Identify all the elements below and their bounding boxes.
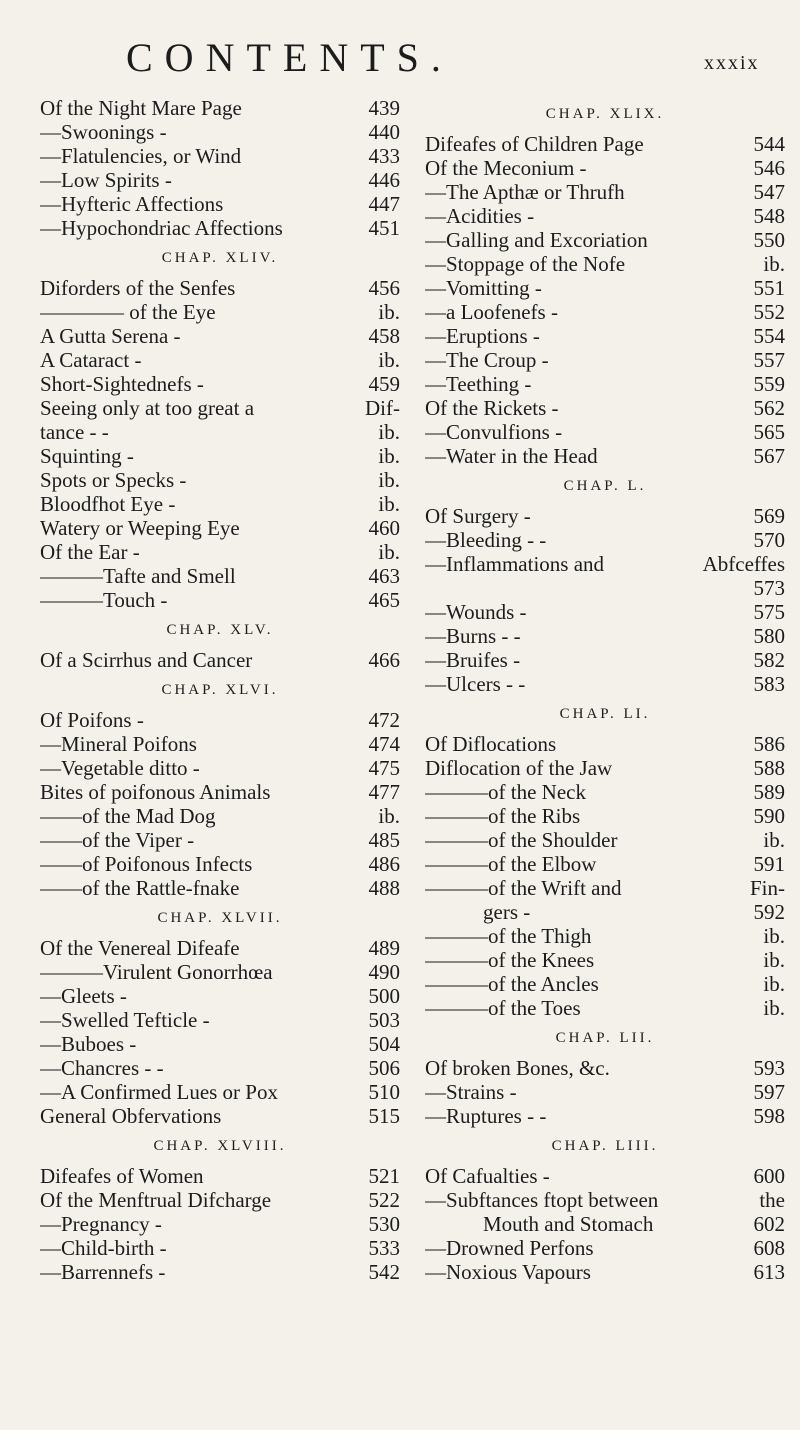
entry-title: A Cataract - — [40, 348, 142, 372]
entry-page: Abfceffes — [702, 552, 785, 576]
entry-title: ———of the Elbow — [425, 852, 597, 876]
entry-page: 521 — [368, 1164, 400, 1188]
entry-title: —Inflammations and — [425, 552, 605, 576]
contents-entry — [40, 936, 400, 960]
entry-title: Seeing only at too great a — [40, 396, 255, 420]
contents-entry — [425, 348, 785, 372]
entry-page: ib. — [763, 948, 785, 972]
entry-page: 613 — [753, 1260, 785, 1284]
entry-page: 550 — [753, 228, 785, 252]
entry-page: 551 — [753, 276, 785, 300]
entry-page: 451 — [368, 216, 400, 240]
entry-title: Of the Venereal Difeafe — [40, 936, 240, 960]
contents-entry — [425, 900, 785, 924]
entry-page: 510 — [368, 1080, 400, 1104]
contents-entry — [40, 1164, 400, 1188]
contents-entry — [425, 444, 785, 468]
entry-title: —Galling and Excoriation — [425, 228, 648, 252]
entry-title: Of the Menftrual Difcharge — [40, 1188, 272, 1212]
page-header — [0, 35, 800, 80]
entry-page: 530 — [368, 1212, 400, 1236]
contents-entry — [425, 828, 785, 852]
chapter-heading: CHAP. LII. — [555, 1030, 655, 1046]
entry-page: 500 — [368, 984, 400, 1008]
contents-entry — [40, 648, 400, 672]
entry-page: 446 — [368, 168, 400, 192]
chapter-heading: CHAP. XLVIII. — [153, 1138, 287, 1154]
entry-page: 570 — [753, 528, 785, 552]
contents-entry — [40, 324, 400, 348]
contents-entry — [40, 1236, 400, 1260]
contents-entry — [425, 672, 785, 696]
entry-title: —a Loofenefs - — [425, 300, 558, 324]
entry-page: 575 — [753, 600, 785, 624]
entry-title: —Bruifes - — [425, 648, 521, 672]
entry-title: Bloodfhot Eye - — [40, 492, 176, 516]
contents-entry — [40, 828, 400, 852]
entry-page: 456 — [368, 276, 400, 300]
contents-entry — [40, 300, 400, 324]
entry-page: 465 — [368, 588, 400, 612]
contents-entry — [425, 924, 785, 948]
entry-title: Short-Sightednefs - — [40, 372, 204, 396]
entry-title: —Acidities - — [425, 204, 535, 228]
contents-entry — [425, 996, 785, 1020]
entry-title: Diforders of the Senfes — [40, 276, 236, 300]
entry-title: —Pregnancy - — [40, 1212, 162, 1236]
contents-entry — [40, 216, 400, 240]
contents-entry — [425, 876, 785, 900]
entry-title: —Hypochondriac Affections — [40, 216, 283, 240]
entry-page: 600 — [753, 1164, 785, 1188]
entry-title: Of Cafualties - — [425, 1164, 550, 1188]
chapter-heading: CHAP. XLV. — [166, 622, 274, 638]
entry-title: ——of the Mad Dog — [40, 804, 216, 828]
chapter-heading: CHAP. XLVI. — [161, 682, 279, 698]
entry-title: —Teething - — [425, 372, 532, 396]
chapter-heading: CHAP. XLIX. — [545, 106, 665, 122]
entry-title: Of Surgery - — [425, 504, 531, 528]
contents-entry — [425, 1236, 785, 1260]
entry-title: —Wounds - — [425, 600, 527, 624]
contents-entry — [425, 228, 785, 252]
entry-title: —Eruptions - — [425, 324, 540, 348]
contents-entry — [425, 252, 785, 276]
contents-entry — [425, 1056, 785, 1080]
contents-entry — [425, 1104, 785, 1128]
contents-entry — [40, 984, 400, 1008]
running-title: CONTENTS. — [126, 35, 453, 80]
entry-page: 589 — [753, 780, 785, 804]
entry-title: Of the Ear - — [40, 540, 140, 564]
contents-entry — [40, 192, 400, 216]
contents-entry — [40, 1260, 400, 1284]
entry-title: Of the Night Mare Page — [40, 96, 242, 120]
contents-entry — [40, 1104, 400, 1128]
entry-page: 569 — [753, 504, 785, 528]
contents-entry — [425, 1212, 785, 1236]
entry-page: 533 — [368, 1236, 400, 1260]
contents-entry — [40, 732, 400, 756]
entry-title: —Stoppage of the Nofe — [425, 252, 626, 276]
entry-title: ———of the Wrift and — [425, 876, 622, 900]
contents-entry — [40, 348, 400, 372]
contents-entry — [425, 204, 785, 228]
entry-page: 592 — [753, 900, 785, 924]
entry-page: ib. — [378, 804, 400, 828]
entry-page: 490 — [368, 960, 400, 984]
entry-page: 588 — [753, 756, 785, 780]
entry-page: 522 — [368, 1188, 400, 1212]
entry-title: —Ruptures - - — [425, 1104, 547, 1128]
entry-title: Mouth and Stomach — [483, 1212, 654, 1236]
entry-page: 433 — [368, 144, 400, 168]
contents-entry — [425, 948, 785, 972]
entry-page: 488 — [368, 876, 400, 900]
contents-entry — [425, 276, 785, 300]
entry-page: ib. — [378, 540, 400, 564]
contents-entry — [425, 132, 785, 156]
entry-page: 567 — [753, 444, 785, 468]
contents-entry — [40, 780, 400, 804]
contents-right-column — [425, 96, 785, 1284]
entry-title: Of the Meconium - — [425, 156, 587, 180]
entry-page: 439 — [368, 96, 400, 120]
entry-page: 463 — [368, 564, 400, 588]
entry-page: ib. — [378, 468, 400, 492]
entry-title: tance - - — [40, 420, 109, 444]
entry-title: —Water in the Head — [425, 444, 598, 468]
contents-entry — [40, 1008, 400, 1032]
entry-title: —Swoonings - — [40, 120, 167, 144]
entry-page: 552 — [753, 300, 785, 324]
entry-page: 547 — [753, 180, 785, 204]
entry-title: General Obfervations — [40, 1104, 222, 1128]
entry-page: 546 — [753, 156, 785, 180]
entry-page: 562 — [753, 396, 785, 420]
entry-page: 548 — [753, 204, 785, 228]
contents-entry — [40, 1080, 400, 1104]
entry-title: —Subftances ftopt between — [425, 1188, 659, 1212]
contents-entry — [40, 444, 400, 468]
entry-title: A Gutta Serena - — [40, 324, 181, 348]
contents-entry — [425, 600, 785, 624]
entry-title: Spots or Specks - — [40, 468, 187, 492]
contents-entry — [40, 96, 400, 120]
entry-page: 542 — [368, 1260, 400, 1284]
entry-title: Difeafes of Women — [40, 1164, 204, 1188]
entry-title: —The Croup - — [425, 348, 549, 372]
entry-title: —Barrennefs - — [40, 1260, 166, 1284]
entry-title: —Strains - — [425, 1080, 517, 1104]
entry-title: ———of the Shoulder — [425, 828, 618, 852]
contents-left-column — [40, 96, 400, 1284]
entry-page: 580 — [753, 624, 785, 648]
entry-title: —Vomitting - — [425, 276, 542, 300]
contents-entry — [425, 504, 785, 528]
contents-entry — [425, 852, 785, 876]
entry-page: 554 — [753, 324, 785, 348]
entry-page: 486 — [368, 852, 400, 876]
contents-entry — [40, 1032, 400, 1056]
chapter-heading: CHAP. LIII. — [551, 1138, 659, 1154]
entry-page: 559 — [753, 372, 785, 396]
entry-title: Difeafes of Children Page — [425, 132, 644, 156]
entry-title: ——of the Rattle-fnake — [40, 876, 240, 900]
entry-title: Of Poifons - — [40, 708, 144, 732]
entry-title: —Chancres - - — [40, 1056, 164, 1080]
contents-entry — [40, 1212, 400, 1236]
entry-page: 544 — [753, 132, 785, 156]
contents-entry — [425, 780, 785, 804]
contents-entry — [425, 1164, 785, 1188]
contents-entry — [40, 1188, 400, 1212]
contents-entry — [425, 972, 785, 996]
entry-page: ib. — [763, 924, 785, 948]
entry-title: —Swelled Tefticle - — [40, 1008, 210, 1032]
entry-page: ib. — [763, 252, 785, 276]
entry-page: ib. — [378, 444, 400, 468]
entry-title: Of Diflocations — [425, 732, 557, 756]
entry-title: ———of the Neck — [425, 780, 586, 804]
entry-page: Fin- — [749, 876, 785, 900]
contents-entry — [40, 804, 400, 828]
entry-page: 608 — [753, 1236, 785, 1260]
contents-entry — [425, 300, 785, 324]
entry-page: 440 — [368, 120, 400, 144]
entry-title: —Hyfteric Affections — [40, 192, 224, 216]
entry-page: ib. — [378, 300, 400, 324]
entry-title: —Ulcers - - — [425, 672, 526, 696]
entry-page: ib. — [763, 972, 785, 996]
entry-page: ib. — [378, 348, 400, 372]
contents-entry — [425, 396, 785, 420]
contents-entry — [425, 756, 785, 780]
entry-page: 565 — [753, 420, 785, 444]
entry-title: —Child-birth - — [40, 1236, 167, 1260]
entry-page: 503 — [368, 1008, 400, 1032]
entry-title: —Drowned Perfons — [425, 1236, 594, 1260]
entry-page: 602 — [753, 1212, 785, 1236]
entry-title: Squinting - — [40, 444, 134, 468]
entry-page: 573 — [753, 576, 785, 600]
contents-entry — [425, 420, 785, 444]
chapter-heading: CHAP. L. — [563, 478, 647, 494]
entry-page: ib. — [378, 420, 400, 444]
entry-page: 515 — [368, 1104, 400, 1128]
entry-title: Watery or Weeping Eye — [40, 516, 240, 540]
contents-entry — [40, 516, 400, 540]
entry-title: —A Confirmed Lues or Pox — [40, 1080, 278, 1104]
contents-entry — [40, 588, 400, 612]
page-number: xxxix — [704, 52, 760, 74]
chapter-heading: CHAP. LI. — [559, 706, 651, 722]
contents-entry — [425, 1260, 785, 1284]
entry-page: Dif- — [365, 396, 400, 420]
contents-entry — [425, 648, 785, 672]
contents-entry — [40, 756, 400, 780]
contents-entry — [40, 144, 400, 168]
contents-entry — [425, 156, 785, 180]
entry-page: 598 — [753, 1104, 785, 1128]
entry-page: 472 — [368, 708, 400, 732]
entry-title: —Vegetable ditto - — [40, 756, 200, 780]
entry-title: ———of the Knees — [425, 948, 595, 972]
entry-title: —Mineral Poifons — [40, 732, 197, 756]
contents-entry — [425, 324, 785, 348]
contents-entry — [425, 528, 785, 552]
contents-entry — [40, 960, 400, 984]
entry-page: 506 — [368, 1056, 400, 1080]
entry-page: 477 — [368, 780, 400, 804]
entry-title: —Low Spirits - — [40, 168, 172, 192]
entry-page: 489 — [368, 936, 400, 960]
entry-page: 590 — [753, 804, 785, 828]
contents-entry — [40, 492, 400, 516]
entry-title: Of a Scirrhus and Cancer — [40, 648, 253, 672]
entry-title: ———of the Toes — [425, 996, 581, 1020]
contents-entry — [425, 372, 785, 396]
contents-entry — [40, 276, 400, 300]
entry-page: ib. — [378, 492, 400, 516]
contents-entry — [40, 120, 400, 144]
entry-page: 459 — [368, 372, 400, 396]
entry-title: ———of the Ancles — [425, 972, 599, 996]
entry-page: 458 — [368, 324, 400, 348]
entry-page: 485 — [368, 828, 400, 852]
entry-page: 460 — [368, 516, 400, 540]
entry-page: 466 — [368, 648, 400, 672]
contents-entry — [40, 396, 400, 420]
contents-entry — [40, 468, 400, 492]
contents-entry — [40, 876, 400, 900]
entry-title: Diflocation of the Jaw — [425, 756, 613, 780]
entry-title: —Buboes - — [40, 1032, 137, 1056]
contents-entry — [425, 732, 785, 756]
entry-title: —Gleets - — [40, 984, 127, 1008]
entry-page: 593 — [753, 1056, 785, 1080]
entry-title: —Burns - - — [425, 624, 521, 648]
contents-entry — [40, 420, 400, 444]
entry-page: ib. — [763, 828, 785, 852]
entry-page: 586 — [753, 732, 785, 756]
chapter-heading: CHAP. XLIV. — [161, 250, 279, 266]
entry-title: —The Apthæ or Thrufh — [425, 180, 625, 204]
entry-title: Bites of poifonous Animals — [40, 780, 271, 804]
entry-title: —Noxious Vapours — [425, 1260, 591, 1284]
contents-entry — [40, 852, 400, 876]
contents-entry — [425, 1188, 785, 1212]
entry-page: 597 — [753, 1080, 785, 1104]
entry-title: ———— of the Eye — [40, 300, 216, 324]
entry-title: ——of the Viper - — [40, 828, 195, 852]
entry-title: —Convulfions - — [425, 420, 563, 444]
entry-page: the — [759, 1188, 785, 1212]
contents-entry — [40, 372, 400, 396]
entry-title: Of the Rickets - — [425, 396, 559, 420]
entry-page: ib. — [763, 996, 785, 1020]
entry-title: ———Tafte and Smell — [40, 564, 236, 588]
contents-entry — [40, 708, 400, 732]
contents-entry — [425, 804, 785, 828]
entry-continuation — [425, 576, 785, 600]
entry-title: —Bleeding - - — [425, 528, 547, 552]
entry-title: ——of Poifonous Infects — [40, 852, 253, 876]
contents-entry — [40, 168, 400, 192]
entry-page: 475 — [368, 756, 400, 780]
entry-title: —Flatulencies, or Wind — [40, 144, 242, 168]
chapter-heading: CHAP. XLVII. — [157, 910, 283, 926]
contents-entry — [425, 624, 785, 648]
contents-entry — [40, 1056, 400, 1080]
entry-page: 582 — [753, 648, 785, 672]
entry-page: 447 — [368, 192, 400, 216]
entry-title: ———of the Ribs — [425, 804, 581, 828]
contents-entry — [40, 564, 400, 588]
contents-entry — [425, 552, 785, 576]
entry-title: gers - — [483, 900, 531, 924]
entry-page: 504 — [368, 1032, 400, 1056]
contents-entry — [425, 180, 785, 204]
contents-entry — [40, 540, 400, 564]
entry-title: ———Virulent Gonorrhœa — [40, 960, 273, 984]
entry-title: Of broken Bones, &c. — [425, 1056, 610, 1080]
entry-title: ———Touch - — [40, 588, 168, 612]
contents-entry — [425, 1080, 785, 1104]
entry-page: 591 — [753, 852, 785, 876]
entry-page: 557 — [753, 348, 785, 372]
entry-title: ———of the Thigh — [425, 924, 592, 948]
entry-page: 583 — [753, 672, 785, 696]
entry-page: 474 — [368, 732, 400, 756]
